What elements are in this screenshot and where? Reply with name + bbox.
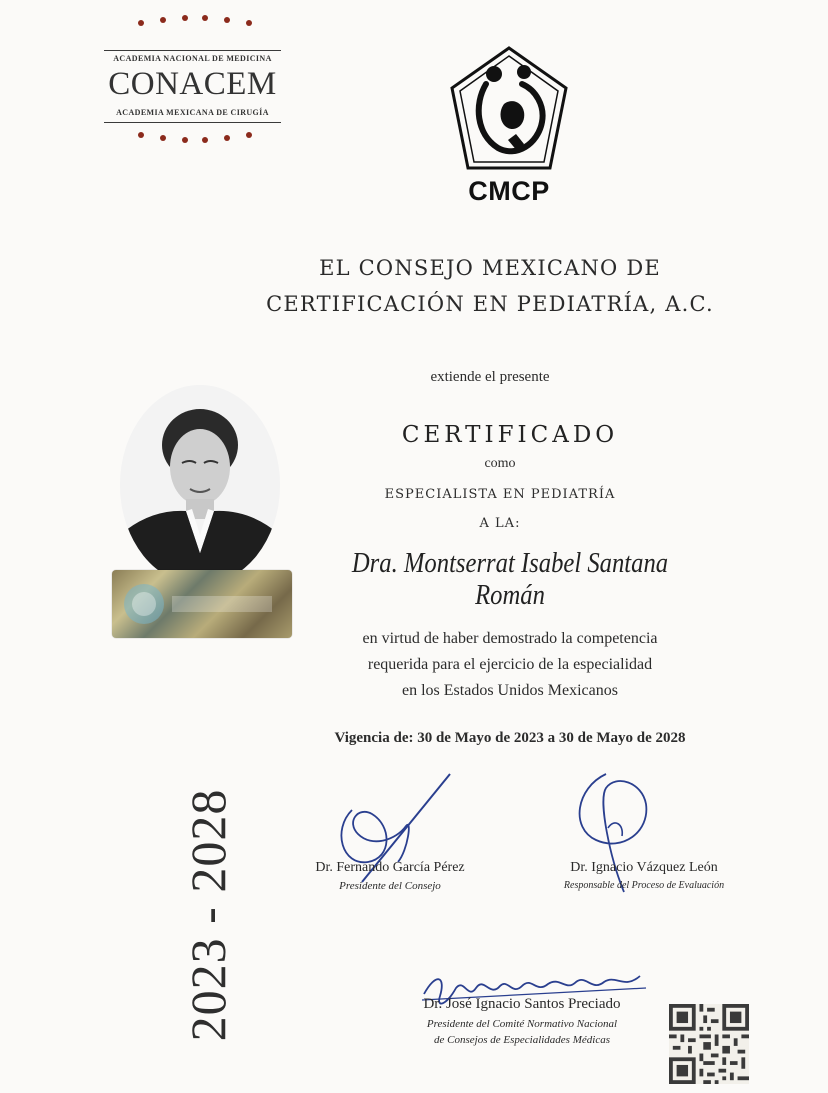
signature-3-role-line2: de Consejos de Especialidades Médicas xyxy=(434,1034,610,1046)
validity-years-text: 2023 - 2028 xyxy=(180,788,236,1042)
hologram-icon xyxy=(112,570,292,638)
top-dots xyxy=(100,14,285,26)
signature-2-name: Dr. Ignacio Vázquez León xyxy=(570,860,718,875)
qr-code[interactable] xyxy=(668,1004,750,1084)
statement-line2: requerida para el ejercicio de la especialidad xyxy=(367,656,653,673)
a-la-text: A LA: xyxy=(479,516,521,531)
council-title-line1: EL CONSEJO MEXICANO DE xyxy=(319,256,661,280)
hologram-seal xyxy=(112,570,292,638)
validity-text: Vigencia de: 30 de Mayo de 2023 a 30 de Mayo de 2028 xyxy=(334,730,686,746)
cmcp-name: CMCP xyxy=(468,176,550,206)
signature-2-icon xyxy=(566,768,676,898)
statement-line3: en los Estados Unidos Mexicanos xyxy=(402,682,618,699)
statement-line1: en virtud de haber demostrado la competencia xyxy=(362,630,658,647)
portrait-photo xyxy=(120,385,280,585)
signature-3-role-line1: Presidente del Comité Normativo Nacional xyxy=(426,1018,618,1030)
cmcp-logo xyxy=(446,44,572,210)
specialty-text: ESPECIALISTA EN PEDIATRÍA xyxy=(384,487,616,502)
signature-3-name: Dr. José Ignacio Santos Preciado xyxy=(423,996,621,1012)
cmcp-emblem-icon xyxy=(446,44,572,176)
signature-2-role: Responsable del Proceso de Evaluación xyxy=(563,880,725,891)
recipient-photo xyxy=(120,385,280,585)
signature-1-name: Dr. Fernando García Pérez xyxy=(315,860,465,875)
conacem-top-line: ACADEMIA NACIONAL DE MEDICINA xyxy=(113,54,272,63)
bottom-dots xyxy=(100,132,285,144)
recipient-name: Dra. Montserrat Isabel Santana Román xyxy=(351,548,669,611)
certificate-title: CERTIFICADO xyxy=(401,422,619,448)
conacem-name: CONACEM xyxy=(108,66,277,102)
extends-text: extiende el presente xyxy=(430,369,550,385)
conacem-bottom-line: ACADEMIA MEXICANA DE CIRUGÍA xyxy=(116,108,269,117)
como-text: como xyxy=(484,456,516,471)
signature-1-role: Presidente del Consejo xyxy=(339,880,441,892)
conacem-logo xyxy=(100,14,285,154)
council-title-line2: CERTIFICACIÓN EN PEDIATRÍA, A.C. xyxy=(266,292,714,316)
validity-years xyxy=(148,770,268,1060)
